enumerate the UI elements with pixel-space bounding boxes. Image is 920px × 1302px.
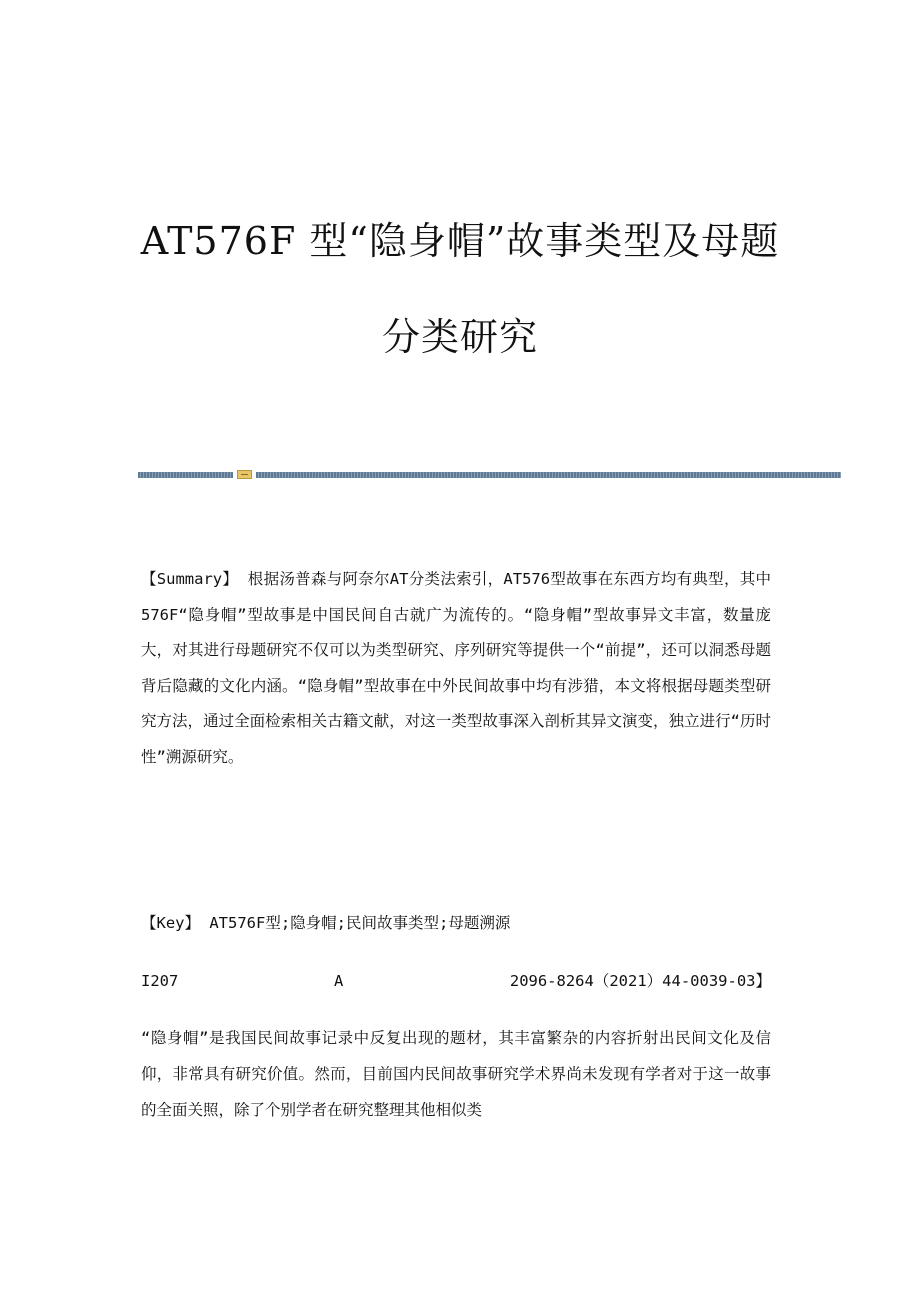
title-divider	[138, 470, 841, 479]
document-title-line-1: AT576F 型“隐身帽”故事类型及母题	[140, 219, 780, 263]
keywords-label: 【Key】	[141, 914, 200, 932]
keywords-paragraph	[141, 906, 771, 941]
summary-label: 【Summary】	[141, 570, 239, 588]
document-title-line-2: 分类研究	[381, 315, 538, 359]
intro-paragraph: “隐身帽”是我国民间故事记录中反复出现的题材，其丰富繁杂的内容折射出民间文化及信仰，非常具有研究价值。然而，目前国内民间故事研究学术界尚未发现有学者对于这一故事的全面关照，除了个别学者在研究整理其他相似类	[141, 1029, 771, 1119]
keywords-text: AT576F型;隐身帽;民间故事类型;母题溯源	[209, 914, 511, 932]
article-id: 2096-8264（2021）44-0039-03】	[509, 972, 771, 990]
document-code: A	[334, 972, 344, 990]
summary-text: 根据汤普森与阿奈尔AT分类法索引，AT576型故事在东西方均有典型，其中576F“隐身帽”型故事是中国民间自古就广为流传的。“隐身帽”型故事异文丰富，数量庞大，对其进行母题研究不仅可以为类型研究、序列研究等提供一个“前提”，还可以洞悉母题背后隐藏的文化内涵。“隐身帽”型故事在中外民间故事中均有涉猎，本文将根据母题类型研究方法，通过全面检索相关古籍文献，对这一类型故事深入剖析其异文演变，独立进行“历时性”溯源研究。	[141, 570, 772, 766]
summary-paragraph	[141, 562, 771, 775]
classification-row	[141, 965, 771, 997]
classification-number: I207	[141, 972, 179, 990]
divider-ornament-icon	[237, 470, 252, 479]
divider-bar-right	[256, 472, 841, 478]
divider-bar-left	[138, 472, 233, 478]
